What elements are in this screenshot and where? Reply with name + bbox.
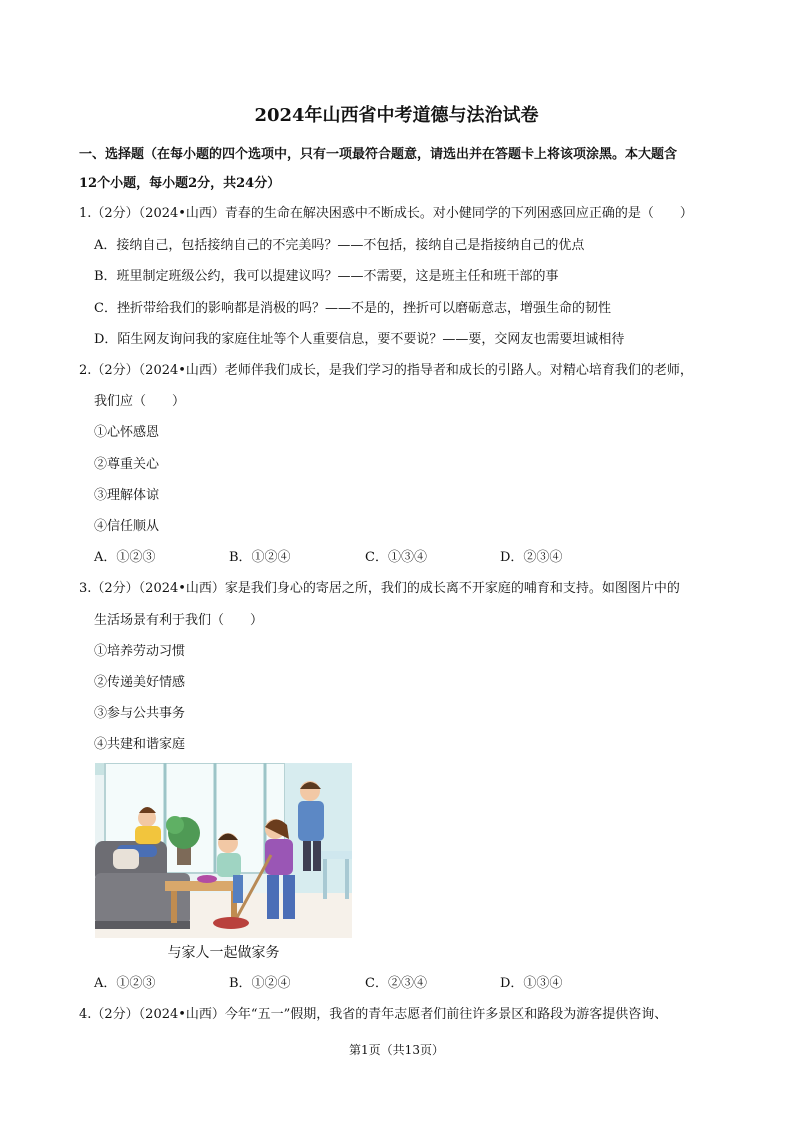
page-title: 2024年山西省中考道德与法治试卷 xyxy=(254,105,539,126)
question-2-choice-d: D．②③④ xyxy=(500,550,563,565)
question-3-choice-c: C．②③④ xyxy=(365,976,427,991)
page-footer: 第1页（共13页） xyxy=(349,1043,444,1057)
question-3-choice-a: A．①②③ xyxy=(94,976,156,991)
question-2-stem-line2: 我们应（ ） xyxy=(94,394,186,409)
question-1-stem: 1.（2分）（2024•山西）青春的生命在解决困惑中不断成长。对小健同学的下列困惑回应正确的是（ ） xyxy=(79,206,693,221)
illustration-caption: 与家人一起做家务 xyxy=(167,945,280,961)
question-1-option-d: D．陌生网友询问我的家庭住址等个人重要信息，要不要说？——要，交网友也需要坦诚相待 xyxy=(94,332,625,347)
question-2-item-1: ①心怀感恩 xyxy=(94,425,160,440)
section-heading-line2: 12个小题，每小题2分，共24分） xyxy=(79,176,281,191)
question-2-item-2: ②尊重关心 xyxy=(94,457,160,472)
question-3-item-3: ③参与公共事务 xyxy=(94,706,186,721)
question-3-item-2: ②传递美好情感 xyxy=(94,675,186,690)
question-2-choice-b: B．①②④ xyxy=(229,550,291,565)
question-1-option-b: B．班里制定班级公约，我可以提建议吗？——不需要，这是班主任和班干部的事 xyxy=(94,269,559,284)
question-3-stem-line2: 生活场景有利于我们（ ） xyxy=(94,613,264,628)
section-heading-line1: 一、选择题（在每小题的四个选项中，只有一项最符合题意，请选出并在答题卡上将该项涂黑。本大题含 xyxy=(79,147,678,162)
question-3-choice-d: D．①③④ xyxy=(500,976,563,991)
question-1-option-c: C．挫折带给我们的影响都是消极的吗？——不是的，挫折可以磨砺意志，增强生命的韧性 xyxy=(94,301,611,316)
family-housework-scene xyxy=(95,763,352,938)
question-2-choice-a: A．①②③ xyxy=(94,550,156,565)
question-2-item-3: ③理解体谅 xyxy=(94,488,160,503)
question-3-item-4: ④共建和谐家庭 xyxy=(94,737,186,752)
question-4-stem-line1: 4.（2分）（2024•山西）今年“五一”假期，我省的青年志愿者们前往许多景区和路段为游客提供咨询、 xyxy=(79,1007,668,1022)
question-2-choice-c: C．①③④ xyxy=(365,550,427,565)
question-2-item-4: ④信任顺从 xyxy=(94,519,160,534)
question-3-stem-line1: 3.（2分）（2024•山西）家是我们身心的寄居之所，我们的成长离不开家庭的哺育和支持。如图图片中的 xyxy=(79,581,680,596)
question-2-stem-line1: 2.（2分）（2024•山西）老师伴我们成长，是我们学习的指导者和成长的引路人。对精心培育我们的老师， xyxy=(79,363,693,378)
question-3-choice-b: B．①②④ xyxy=(229,976,291,991)
question-1-option-a: A．接纳自己，包括接纳自己的不完美吗？——不包括，接纳自己是指接纳自己的优点 xyxy=(94,238,585,253)
housework-illustration xyxy=(95,763,352,968)
question-3-item-1: ①培养劳动习惯 xyxy=(94,644,186,659)
